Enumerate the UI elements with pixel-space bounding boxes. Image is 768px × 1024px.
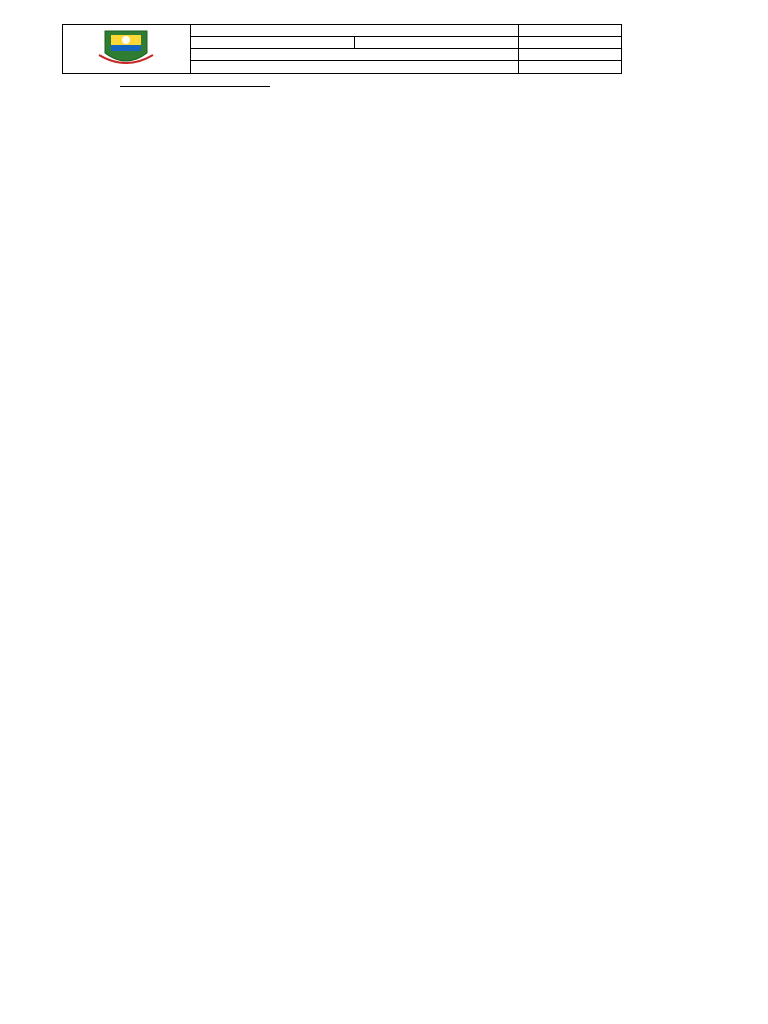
student-name-blank[interactable] [120, 76, 270, 87]
header-table [62, 24, 622, 74]
codigo-label [519, 25, 622, 36]
exam-title [191, 49, 519, 60]
version [519, 37, 622, 48]
dane-code [355, 37, 519, 48]
institution-name [191, 25, 519, 36]
header-blank [191, 61, 519, 73]
school-logo [63, 25, 191, 73]
year [519, 49, 622, 60]
page-number [519, 61, 622, 73]
nit [191, 37, 355, 48]
right-column [410, 108, 736, 124]
subject-line [120, 76, 270, 90]
